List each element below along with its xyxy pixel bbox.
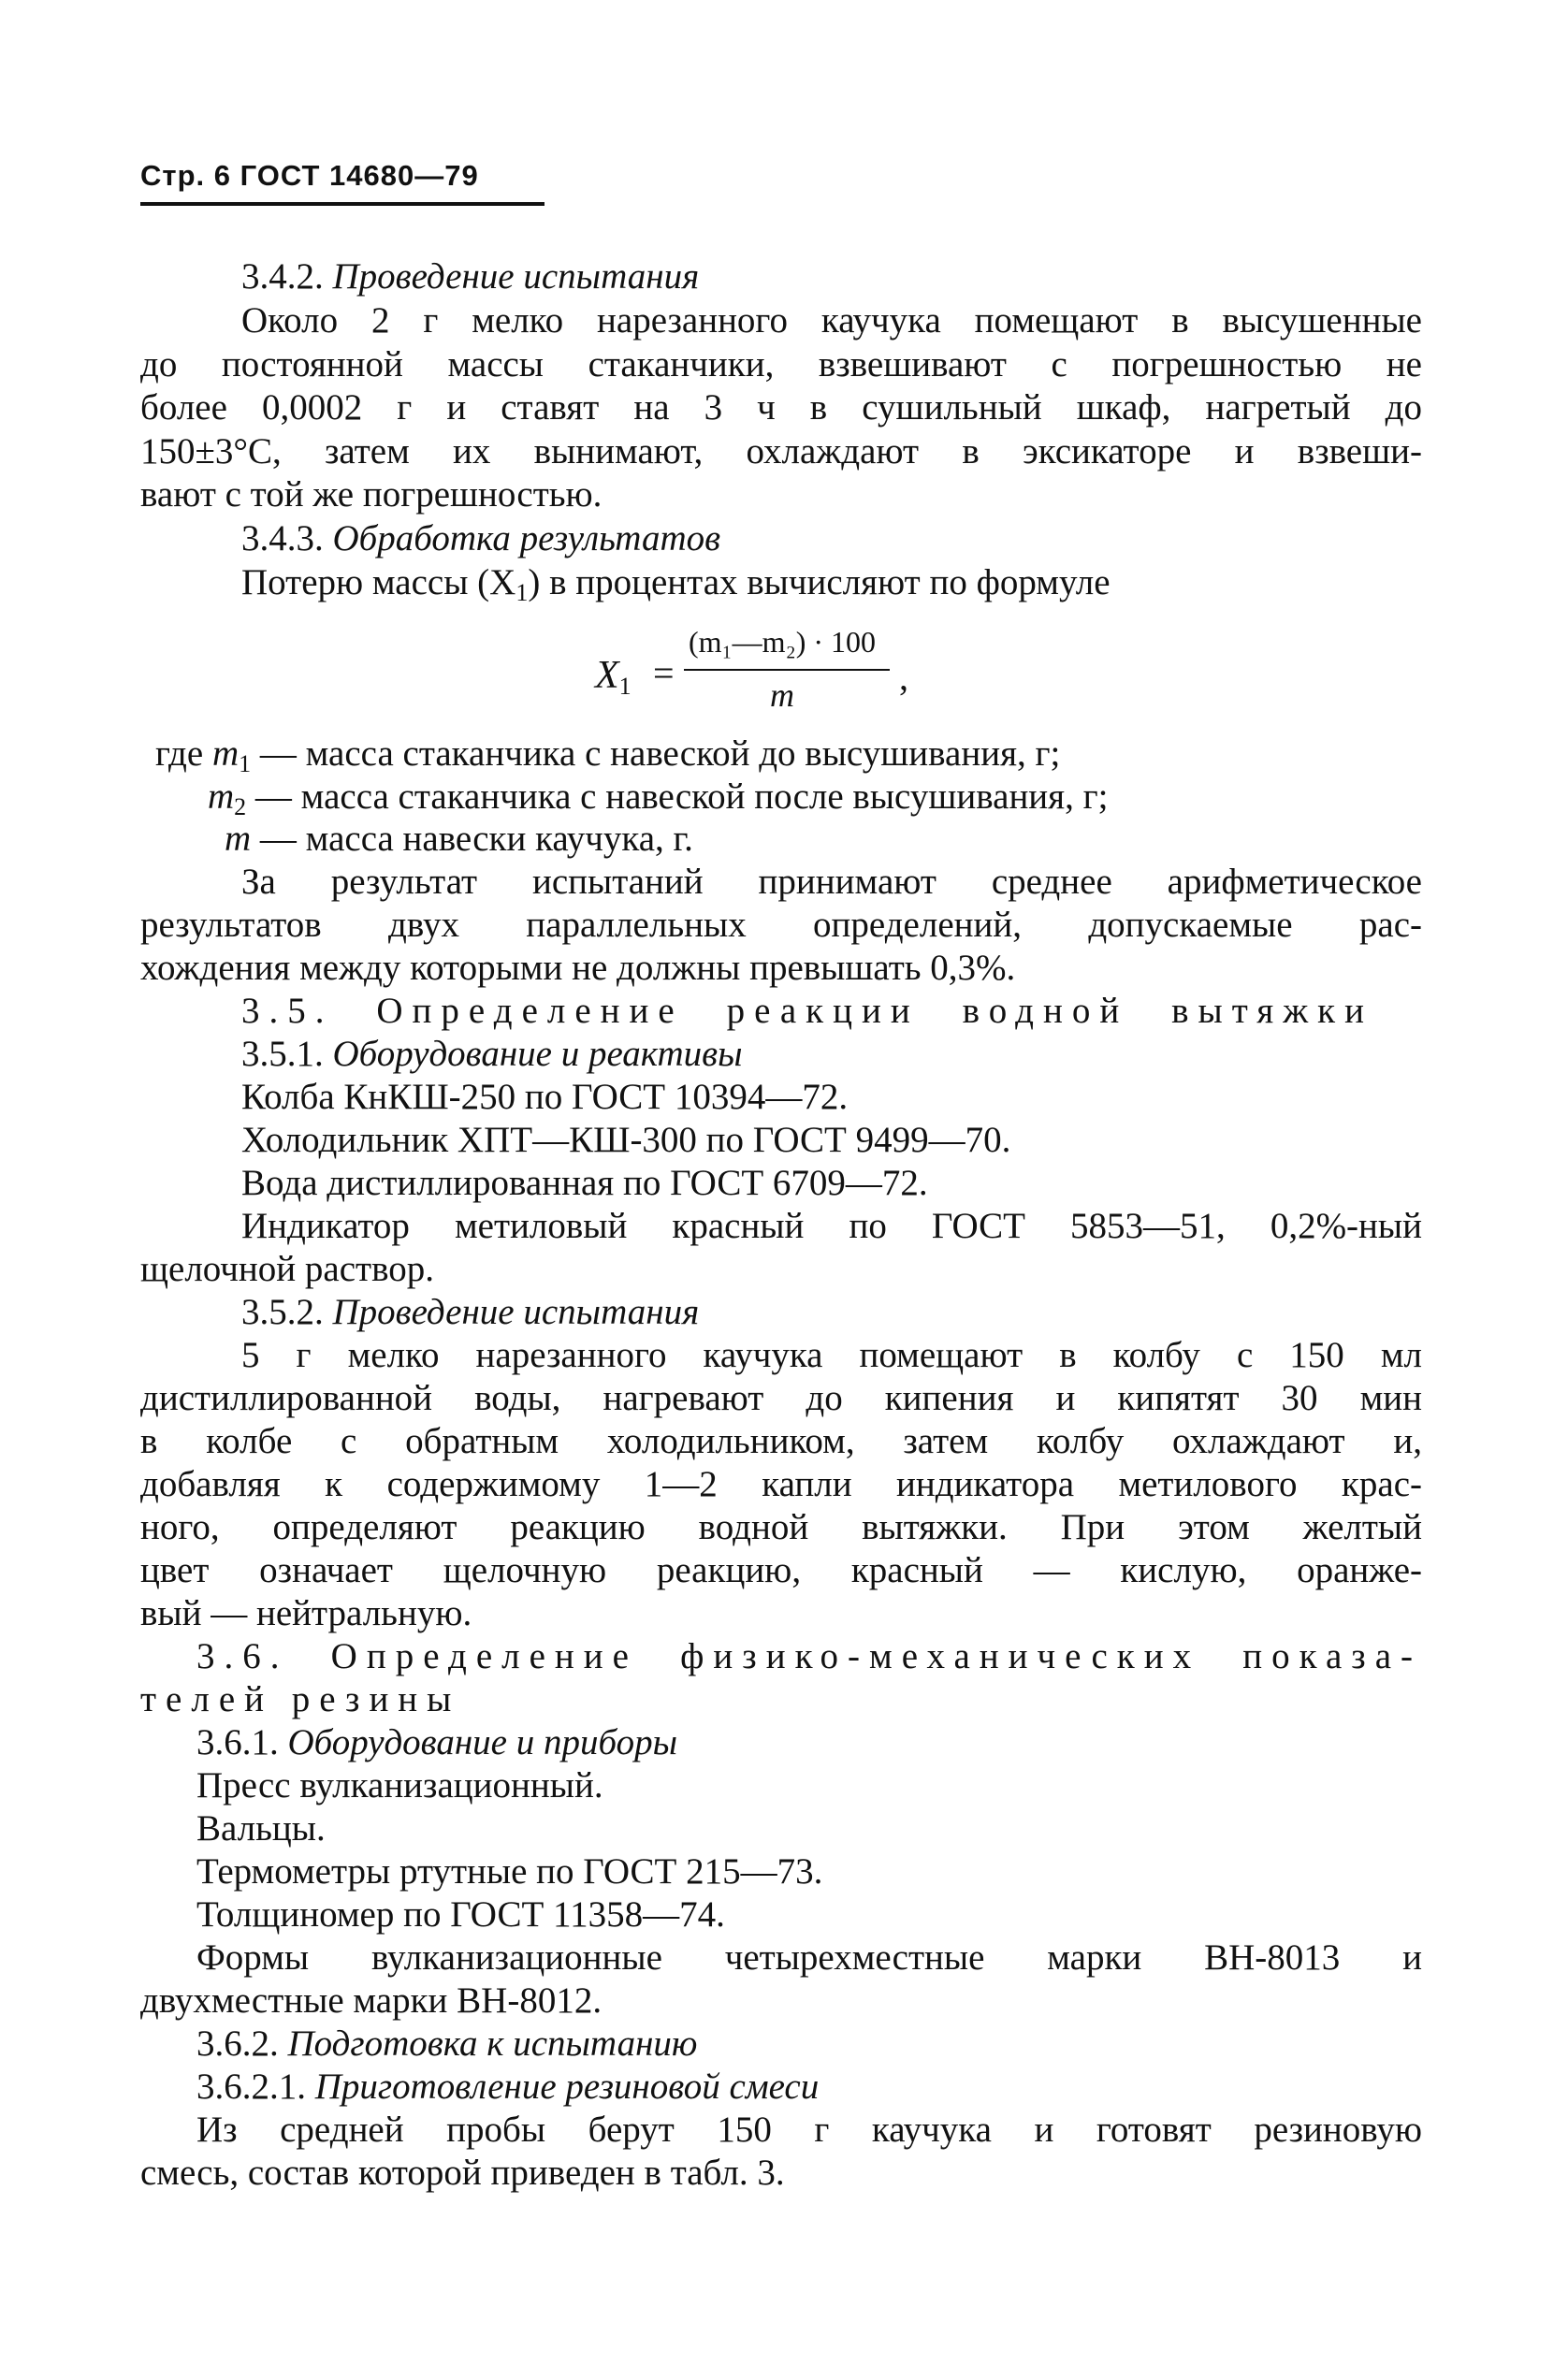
list-item: щелочной раствор. — [140, 1249, 434, 1289]
header-rule — [140, 202, 544, 206]
section-title: Проведение испытания — [332, 1292, 700, 1332]
section-number: 3.4.3. — [241, 518, 324, 558]
section-title: Обработка результатов — [332, 518, 721, 558]
paragraph-line: смесь, состав которой приведен в табл. 3. — [140, 2153, 785, 2193]
where-row: где $m_1$ — масса стаканчика с навеской до высушивания, г; — [155, 733, 1061, 777]
paragraph-line: в колбе с обратным холодильником, затем колбу охлаждают и, — [140, 1421, 1422, 1461]
section-3-5-heading: 3.5. Определение реакции водной вытяжки — [241, 991, 1373, 1031]
paragraph-line: За результат испытаний принимают среднее арифметическое — [241, 862, 1422, 902]
paragraph-line: 5 г мелко нарезанного каучука помещают в колбу с 150 мл — [241, 1335, 1422, 1375]
loss-formula — [586, 617, 979, 730]
list-item: Вода дистиллированная по ГОСТ 6709—72. — [241, 1163, 928, 1203]
formula-denominator: m — [770, 676, 794, 714]
paragraph-line: хождения между которыми не должны превышать 0,3%. — [140, 948, 1016, 988]
paragraph-line: ного, определяют реакцию водной вытяжки. При этом желтый — [140, 1507, 1422, 1547]
section-3-5-1-heading — [241, 1033, 743, 1076]
list-item: Пресс вулканизационный. — [196, 1765, 603, 1806]
where-row: m — масса навески каучука, г. — [225, 819, 693, 859]
formula-intro: Потерю массы $(X_1)$ в процентах вычисляют по формуле — [241, 562, 1111, 606]
section-3-5-2-heading — [241, 1291, 699, 1334]
section-3-4-3-heading — [241, 517, 720, 560]
formula-lhs: $X_1$ — [595, 654, 632, 700]
paragraph-line: дистиллированной воды, нагревают до кипения и кипятят 30 мин — [140, 1378, 1422, 1418]
section-3-6-1-heading — [196, 1721, 677, 1764]
paragraph-line: до постоянной массы стаканчики, взвешивают с погрешностью не — [140, 344, 1422, 384]
list-item: Колба КнКШ-250 по ГОСТ 10394—72. — [241, 1077, 849, 1117]
section-title: Проведение испытания — [332, 256, 700, 297]
section-3-6-heading: 3.6. Определение физико-механических показа- — [196, 1636, 1422, 1676]
paragraph-line: Из средней пробы берут 150 г каучука и готовят резиновую — [196, 2110, 1422, 2150]
formula-equals: = — [653, 652, 675, 694]
section-number: 3.6.2. — [196, 2023, 279, 2064]
fraction-bar — [684, 669, 890, 671]
section-title: Подготовка к испытанию — [287, 2023, 698, 2064]
section-title: Оборудование и приборы — [287, 1722, 678, 1762]
section-3-6-heading-cont: телей резины — [140, 1679, 461, 1719]
list-item: Термометры ртутные по ГОСТ 215—73. — [196, 1851, 823, 1892]
list-item: Индикатор метиловый красный по ГОСТ 5853—51, 0,2%-ный — [241, 1206, 1422, 1246]
section-title: Приготовление резиновой смеси — [314, 2067, 820, 2107]
paragraph-line: более 0,0002 г и ставят на 3 ч в сушильный шкаф, нагретый до — [140, 387, 1422, 428]
paragraph-line: вый — нейтральную. — [140, 1593, 472, 1633]
section-title: Оборудование и реактивы — [332, 1034, 743, 1074]
list-item: Вальцы. — [196, 1808, 326, 1849]
section-3-4-2-heading — [241, 255, 699, 298]
section-number: 3.5.1. — [241, 1034, 324, 1074]
section-3-6-2-1-heading — [196, 2066, 819, 2109]
paragraph-line: результатов двух параллельных определений, допускаемые рас- — [140, 905, 1422, 945]
list-item: Холодильник ХПТ—КШ-300 по ГОСТ 9499—70. — [241, 1120, 1011, 1160]
page-header: Стр. 6 ГОСТ 14680—79 — [140, 159, 479, 192]
section-number: 3.6.1. — [196, 1722, 279, 1762]
section-number: 3.6.2.1. — [196, 2067, 306, 2107]
section-number: 3.5.2. — [241, 1292, 324, 1332]
section-number: 3.4.2. — [241, 256, 324, 297]
paragraph-line: добавляя к содержимому 1—2 капли индикатора метилового крас- — [140, 1464, 1422, 1504]
list-item: двухместные марки ВН-8012. — [140, 1980, 603, 2021]
formula-numerator: (m₁—m₂) · 100 — [688, 625, 877, 659]
section-3-6-2-heading — [196, 2023, 697, 2066]
paragraph-line: 150±3°С, затем их вынимают, охлаждают в эксикаторе и взвеши- — [140, 431, 1422, 471]
where-row: $m_2$ — масса стаканчика с навеской после высушивания, г; — [208, 776, 1109, 820]
paragraph-line: Около 2 г мелко нарезанного каучука помещают в высушенные — [241, 300, 1422, 341]
formula-comma: , — [899, 656, 908, 698]
list-item: Толщиномер по ГОСТ 11358—74. — [196, 1894, 725, 1935]
paragraph-line: вают с той же погрешностью. — [140, 474, 603, 515]
paragraph-line: цвет означает щелочную реакцию, красный — кислую, оранже- — [140, 1550, 1422, 1590]
list-item: Формы вулканизационные четырехместные марки ВН-8013 и — [196, 1937, 1422, 1978]
